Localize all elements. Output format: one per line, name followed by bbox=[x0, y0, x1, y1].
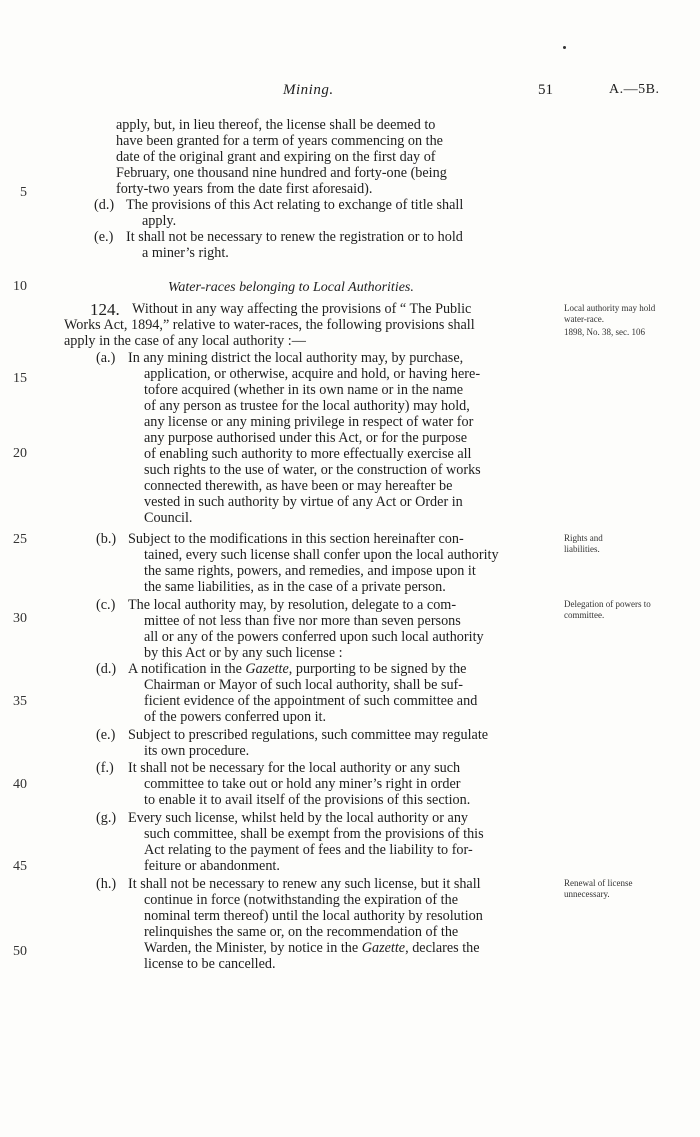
line-number: 40 bbox=[13, 777, 27, 792]
item-label: (e.) bbox=[96, 727, 116, 743]
item-label: (f.) bbox=[96, 760, 114, 776]
item-label: (e.) bbox=[94, 229, 114, 245]
text-line: The local authority may, by resolution, delegate to a com- bbox=[128, 597, 457, 613]
page-number: 51 bbox=[538, 82, 553, 98]
text-line: ficient evidence of the appointment of such committee and bbox=[144, 693, 478, 709]
text-line: tofore acquired (whether in its own name or in the name bbox=[144, 382, 464, 398]
text-line: all or any of the powers conferred upon such local authority bbox=[144, 629, 484, 645]
text-line: have been granted for a term of years commencing on the bbox=[116, 133, 443, 149]
line-number: 30 bbox=[13, 611, 27, 626]
text-line: vested in such authority by virtue of any Act or Order in bbox=[144, 494, 463, 510]
line-number: 20 bbox=[13, 446, 27, 461]
text-line: relinquishes the same or, on the recommendation of the bbox=[144, 924, 459, 940]
item-label: (g.) bbox=[96, 810, 117, 826]
text-line: Warden, the Minister, by notice in the Gazette, declares the bbox=[144, 940, 480, 956]
text-line: continue in force (notwithstanding the expiration of the bbox=[144, 892, 459, 908]
text-line: application, or otherwise, acquire and hold, or having here- bbox=[144, 366, 481, 382]
text-line: It shall not be necessary to renew the registration or to hold bbox=[126, 229, 463, 245]
text-line: Council. bbox=[144, 510, 193, 526]
text-line: such committee, shall be exempt from the provisions of this bbox=[144, 826, 484, 842]
text-line: Without in any way affecting the provisions of “ The Public bbox=[132, 301, 472, 317]
speck bbox=[563, 46, 566, 49]
text-line: such rights to the use of water, or the construction of works bbox=[144, 462, 481, 478]
section-heading: Water-races belonging to Local Authorities. bbox=[168, 280, 414, 295]
text-line: a miner’s right. bbox=[142, 245, 229, 261]
text-line: its own procedure. bbox=[144, 743, 250, 759]
text-line: date of the original grant and expiring on the first day of bbox=[116, 149, 436, 165]
line-number: 15 bbox=[13, 371, 27, 386]
text-line: Subject to prescribed regulations, such committee may regulate bbox=[128, 727, 489, 743]
text-line: to enable it to avail itself of the provisions of this section. bbox=[144, 792, 471, 808]
section-number: 124. bbox=[90, 300, 120, 319]
text-line: of the powers conferred upon it. bbox=[144, 709, 327, 725]
text-line: Act relating to the payment of fees and the liability to for- bbox=[144, 842, 473, 858]
margin-note-local-authority: Local authority may hold water-race. bbox=[564, 303, 656, 324]
item-label: (b.) bbox=[96, 531, 117, 547]
text-line: The provisions of this Act relating to exchange of title shall bbox=[126, 197, 464, 213]
text-line: tained, every such license shall confer upon the local authority bbox=[144, 547, 499, 563]
text-line: any license or any mining privilege in respect of water for bbox=[144, 414, 474, 430]
item-label: (h.) bbox=[96, 876, 117, 892]
margin-note-renewal: Renewal of license unnecessary. bbox=[564, 878, 633, 899]
item-label: (c.) bbox=[96, 597, 116, 613]
document-reference: A.—5B. bbox=[609, 82, 660, 97]
line-number: 25 bbox=[13, 532, 27, 547]
running-head-title: Mining. bbox=[283, 82, 334, 98]
text-line: license to be cancelled. bbox=[144, 956, 276, 972]
text-line: of any person as trustee for the local authority) may hold, bbox=[144, 398, 470, 414]
text-line: mittee of not less than five nor more than seven persons bbox=[144, 613, 461, 629]
text-line: committee to take out or hold any miner’s right in order bbox=[144, 776, 461, 792]
line-number: 35 bbox=[13, 694, 27, 709]
item-label: (a.) bbox=[96, 350, 116, 366]
text-line: connected therewith, as have been or may hereafter be bbox=[144, 478, 453, 494]
line-number: 45 bbox=[13, 859, 27, 874]
item-label: (d.) bbox=[96, 661, 117, 677]
item-label: (d.) bbox=[94, 197, 115, 213]
margin-note-rights: Rights and liabilities. bbox=[564, 533, 603, 554]
text-line: Chairman or Mayor of such local authority, shall be suf- bbox=[144, 677, 464, 693]
text-line: It shall not be necessary for the local authority or any such bbox=[128, 760, 461, 776]
text-line: the same liabilities, as in the case of a private person. bbox=[144, 579, 446, 595]
line-number: 50 bbox=[13, 944, 27, 959]
text-line: by this Act or by any such license : bbox=[144, 645, 343, 661]
text-line: February, one thousand nine hundred and forty-one (being bbox=[116, 165, 447, 181]
text-line: In any mining district the local authority may, by purchase, bbox=[128, 350, 464, 366]
text-line: It shall not be necessary to renew any such license, but it shall bbox=[128, 876, 481, 892]
margin-note-citation: 1898, No. 38, sec. 106 bbox=[564, 327, 645, 337]
text-line: A notification in the Gazette, purporting to be signed by the bbox=[128, 661, 467, 677]
text-line: apply, but, in lieu thereof, the license shall be deemed to bbox=[116, 117, 436, 133]
text-line: apply. bbox=[142, 213, 177, 229]
text-line: any purpose authorised under this Act, or for the purpose bbox=[144, 430, 468, 446]
margin-note-delegation: Delegation of powers to committee. bbox=[564, 599, 651, 620]
text-line: feiture or abandonment. bbox=[144, 858, 280, 874]
text-line: the same rights, powers, and remedies, and impose upon it bbox=[144, 563, 476, 579]
text-line: apply in the case of any local authority :— bbox=[64, 333, 306, 349]
text-line: Every such license, whilst held by the local authority or any bbox=[128, 810, 469, 826]
text-line: nominal term thereof) until the local authority by resolution bbox=[144, 908, 483, 924]
text-line: forty-two years from the date first aforesaid). bbox=[116, 181, 373, 197]
text-line: Works Act, 1894,” relative to water-races, the following provisions shall bbox=[64, 317, 475, 333]
text-line: of enabling such authority to more effectually exercise all bbox=[144, 446, 472, 462]
line-number: 5 bbox=[20, 185, 27, 200]
line-number: 10 bbox=[13, 279, 27, 294]
text-line: Subject to the modifications in this section hereinafter con- bbox=[128, 531, 464, 547]
